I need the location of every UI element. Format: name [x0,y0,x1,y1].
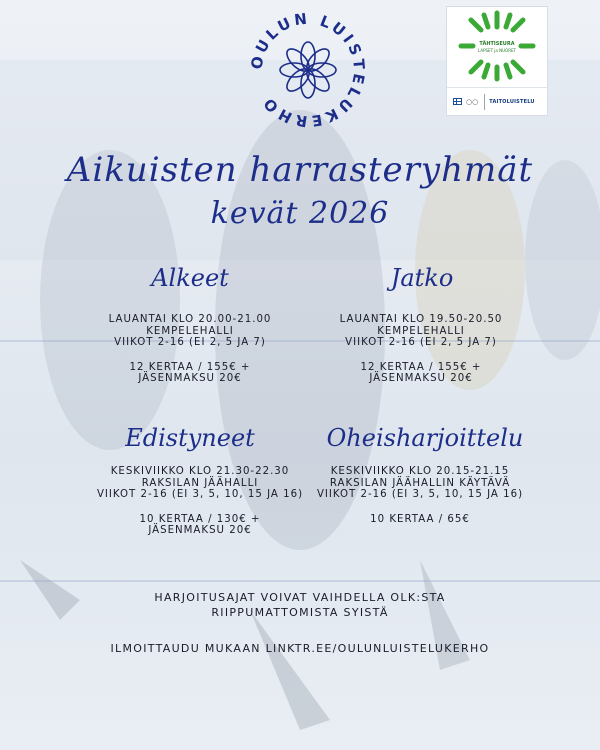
price-line: JÄSENMAKSU 20€ [138,373,242,384]
tahtiseura-badge [446,6,548,116]
group-details-alkeet [95,314,285,385]
group-details-jatko [326,314,516,385]
schedule-line: KESKIVIIKKO KLO 20.15-21.15 [330,466,510,477]
badge-discipline: TAITOLUISTELU [489,98,535,105]
weeks-line: VIIKOT 2-16 (EI 2, 5 JA 7) [114,337,266,348]
venue-line: KEMPELEHALLI [146,325,234,337]
badge-title: TÄHTISEURA [479,41,515,47]
signup-link[interactable]: ILMOITTAUDU MUKAAN LINKTR.EE/OULUNLUISTELUKERHO [110,642,490,655]
price-line: 10 KERTAA / 65€ [370,513,470,525]
group-heading-oheisharjoittelu: Oheisharjoittelu [326,424,524,452]
badge-footer [447,87,547,115]
group-heading-jatko: Jatko [390,264,454,292]
venue-line: KEMPELEHALLI [377,325,465,337]
group-details-oheisharjoittelu [300,466,540,525]
schedule-line: KESKIVIIKKO KLO 21.30-22.30 [110,466,290,477]
price-line: JÄSENMAKSU 20€ [148,525,252,536]
schedule-line: LAUANTAI KLO 20.00-21.00 [108,314,272,325]
logo-ring-text: OULUN LUISTELUKERHO [248,10,368,130]
weeks-line: VIIKOT 2-16 (EI 3, 5, 10, 15 JA 16) [316,489,524,500]
price-line: JÄSENMAKSU 20€ [369,373,473,384]
club-logo [248,10,368,130]
weeks-line: VIIKOT 2-16 (EI 2, 5 JA 7) [345,337,497,348]
page-title: Aikuisten harrasteryhmät [66,150,534,190]
finland-flag-icon [453,98,462,105]
price-line: 12 KERTAA / 155€ + [360,361,482,373]
schedule-note-line: RIIPPUMATTOMISTA SYISTÄ [211,606,389,619]
page-subtitle: kevät 2026 [210,196,390,231]
venue-line: RAKSILAN JÄÄHALLIN KÄYTÄVÄ [329,477,511,489]
weeks-line: VIIKOT 2-16 (EI 3, 5, 10, 15 JA 16) [96,489,304,500]
group-heading-alkeet: Alkeet [151,264,229,292]
group-details-edistyneet [80,466,320,537]
price-line: 12 KERTAA / 155€ + [129,361,251,373]
price-line: 10 KERTAA / 130€ + [139,513,261,525]
venue-line: RAKSILAN JÄÄHALLI [141,477,259,489]
schedule-note [0,590,600,620]
rink-line [0,580,600,582]
snowflake-icon [280,42,336,98]
group-heading-edistyneet: Edistyneet [125,424,255,452]
olympic-rings-icon: ○○ [466,97,479,106]
badge-subtitle: LAPSET ja NUORET [478,48,516,53]
schedule-note-line: HARJOITUSAJAT VOIVAT VAIHDELLA OLK:STA [154,591,446,604]
schedule-line: LAUANTAI KLO 19.50-20.50 [339,314,503,325]
badge-divider [484,94,485,110]
